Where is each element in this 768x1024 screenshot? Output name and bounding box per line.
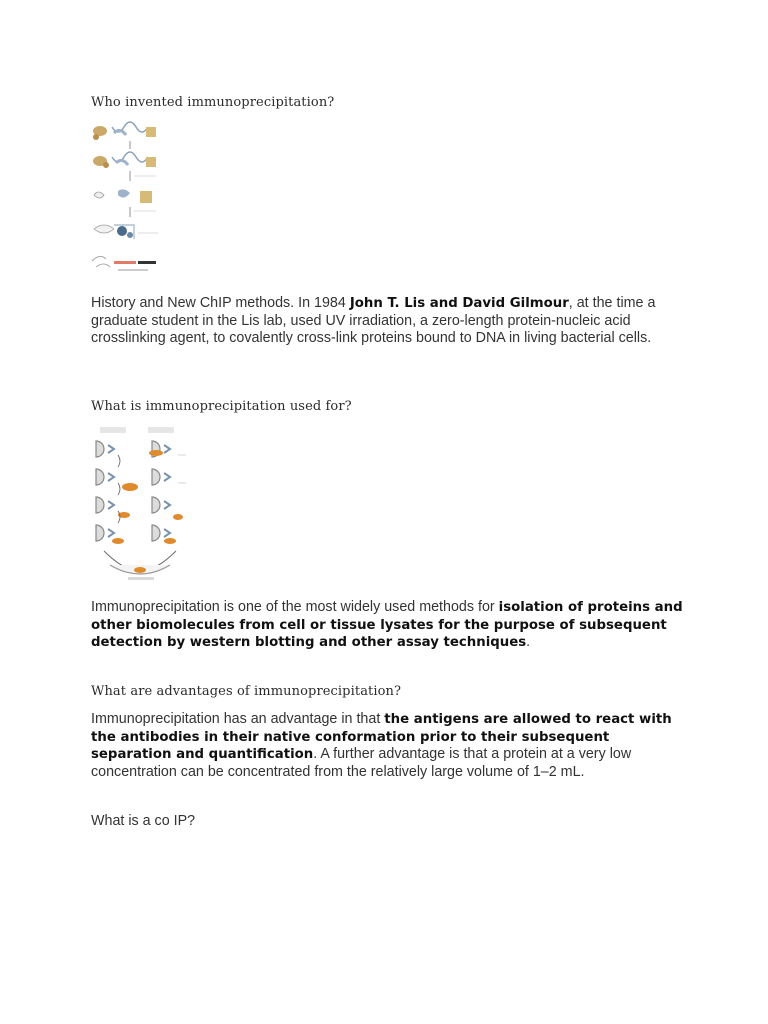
answer-paragraph-3 [91,711,691,781]
question-heading-4: What is a co IP? [91,813,196,829]
answer-3-text: Immunoprecipitation has an advantage in that [91,711,385,727]
answer-1-bold: John T. Lis and David Gilmour [349,296,569,311]
answer-1-text: History and New ChIP methods. In 1984 [91,295,350,311]
answer-2-text: Immunoprecipitation is one of the most widely used methods for [91,599,499,615]
question-heading-2: What is immunoprecipitation used for? [91,399,352,414]
question-heading-3: What are advantages of immunoprecipitation? [91,684,402,699]
answer-3-text-end: . A further advantage is that a protein at a very low concentration can be concentrated from the relatively large volume of 1–2 mL. [91,746,632,780]
answer-paragraph-1 [91,295,691,348]
answer-1-text-end: , at the time a graduate student in the Lis lab, used UV irradiation, a zero-length protein-nucleic acid crosslinking agent, to covalently cross-link proteins bound to DNA in living bacterial cells. [91,295,656,347]
answer-3-bold: the antigens are allowed to react with the antibodies in their native conformation prior to their subsequent separation and quantification [91,712,672,763]
question-heading-1: Who invented immunoprecipitation? [91,95,335,110]
immunoprecipitation-diagram [90,425,194,588]
answer-2-bold: isolation of proteins and other biomolecules from cell or tissue lysates for the purpose of subsequent detection by western blotting and other assay techniques [91,600,683,651]
answer-2-text-end: . [526,634,531,651]
answer-paragraph-2 [91,599,691,652]
chip-method-figure [90,121,166,284]
